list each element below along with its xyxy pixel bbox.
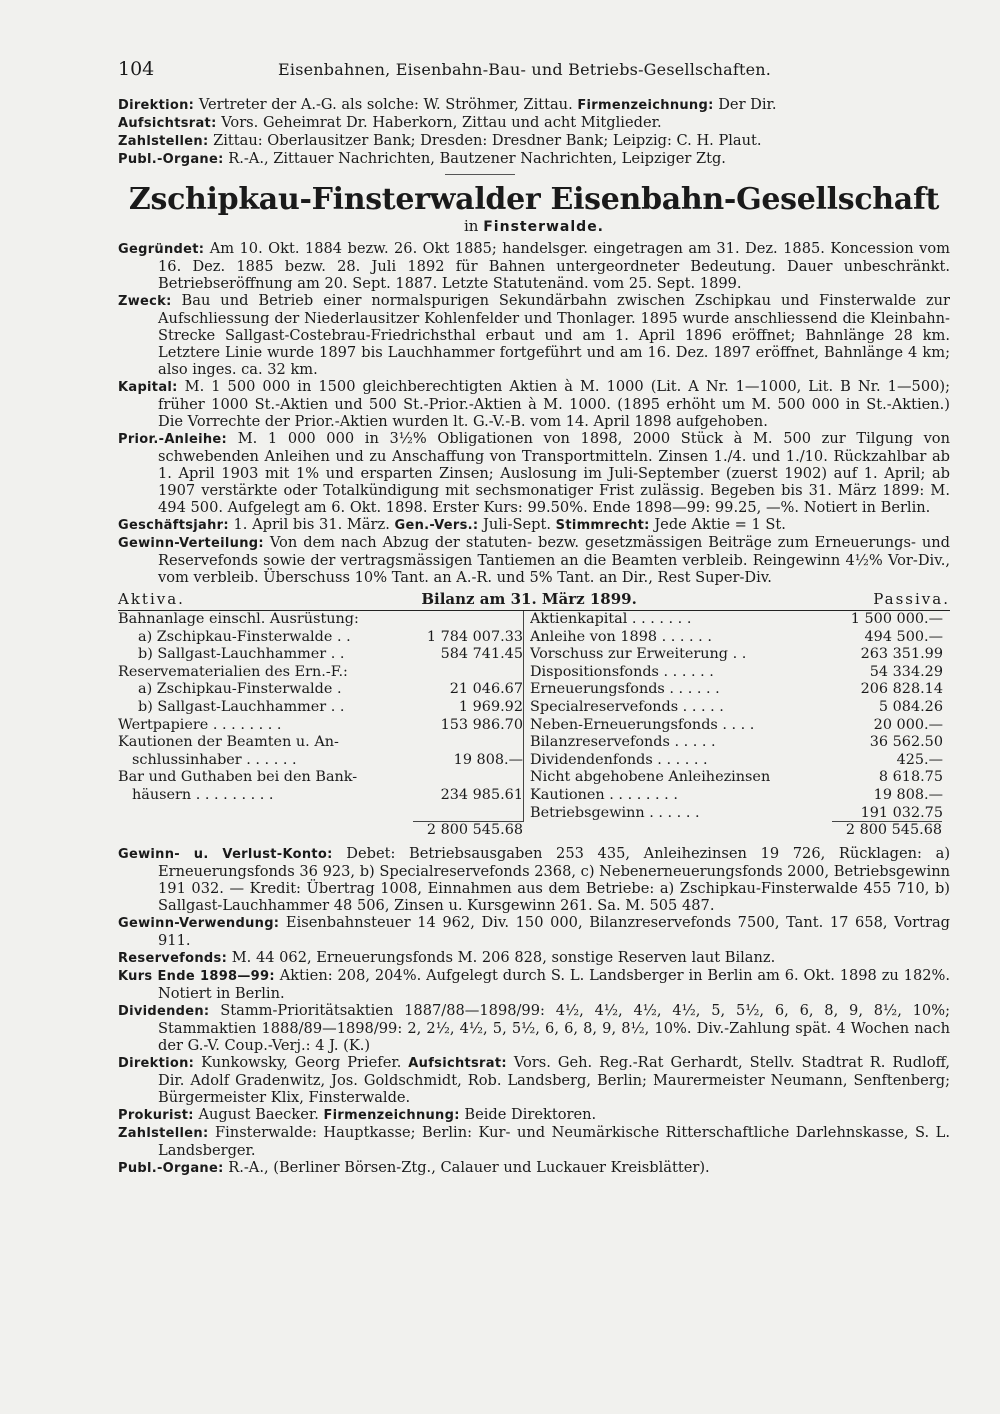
balance-row-amount: 206 828.14 <box>860 681 943 698</box>
balance-row <box>118 611 523 629</box>
entry-key: Zahlstellen: <box>118 1126 209 1142</box>
page-content <box>118 58 950 1177</box>
balance-row-label: häusern . . . . . . . . . <box>132 786 274 803</box>
entry-text: Vors. Geh. Reg.-Rat Gerhardt, Stellv. Stadtrat R. Rudloff, Dir. Adolf Gradenwitz, Jos. Goldschmidt, Rob. Landsberg, Berlin; Maurermeister Neumann, Senftenberg; Bürgermeister Klix, Finsterwalde. <box>158 1054 951 1107</box>
entry-gegruendet <box>118 240 950 292</box>
balance-row <box>530 699 943 717</box>
balance-row <box>118 717 523 735</box>
balance-row-amount: 263 351.99 <box>860 646 943 663</box>
entry-key: Prokurist: <box>118 1108 194 1124</box>
balance-row-label: Anleihe von 1898 . . . . . . <box>530 628 712 645</box>
balance-row-amount: 36 562.50 <box>869 734 943 751</box>
balance-row <box>530 611 943 629</box>
balance-row-amount: 1 784 007.33 <box>426 628 523 645</box>
balance-row-label: schlussinhaber . . . . . . <box>132 751 297 768</box>
entry-text: Von dem nach Abzug der statuten- bezw. gesetzmässigen Beiträge zum Erneuerungs- und Reservefonds sowie der vertragsmässigen Tantiemen an die Beamten verbleib. Reingewinn 4½% Vor-Div., vom verbleib. Überschuss 10% Tant. an A.-R. und 5% Tant. an Dir., Rest Super-Div. <box>158 534 950 586</box>
entry-text: Bau und Betrieb einer normalspurigen Sekundärbahn zwischen Zschipkau und Finsterwalde zur Aufschliessung der Niederlausitzer Kohlenfelder und Thonlager. 1895 wurde anschliessend die Kleinbahn-Strecke Sallgast-Costebrau-Friedrichsthal erbaut und am 1. April 1896 eröffnet; Bahnlänge 28 km. Letztere Linie wurde 1897 bis Lauchhammer fortgeführt und am 16. Dez. 1897 eröffnet, Bahnlänge 4 km; also inges. ca. 32 km. <box>158 292 951 378</box>
entry-text: R.-A., Zittauer Nachrichten, Bautzener Nachrichten, Leipziger Ztg. <box>228 150 726 167</box>
entry-text: Der Dir. <box>718 96 777 113</box>
passiva-total: 2 800 545.68 <box>832 821 942 838</box>
balance-row-amount: 425.— <box>896 751 943 768</box>
entry-reservefonds <box>118 949 950 967</box>
entry-text: Kunkowsky, Georg Priefer. <box>201 1054 409 1072</box>
entry-key: Stimmrecht: <box>555 518 650 533</box>
entry-key: Zweck: <box>118 294 172 309</box>
entry-key: Dividenden: <box>118 1004 210 1020</box>
balance-row <box>530 769 943 787</box>
entry-prior-anleihe <box>118 430 950 516</box>
aktiva-total-cell <box>118 822 523 839</box>
entry-key: Prior.-Anleihe: <box>118 432 228 447</box>
balance-row-label: Aktienkapital . . . . . . . <box>530 611 692 627</box>
company-location <box>118 217 950 236</box>
balance-row-label: Kautionen der Beamten u. An- <box>118 734 339 751</box>
entry-text: Jede Aktie = 1 St. <box>654 516 786 533</box>
previous-company-tail <box>118 96 950 168</box>
balance-row-amount <box>403 769 523 787</box>
passiva-label: Passiva. <box>873 590 950 608</box>
entry-dividenden <box>118 1002 950 1054</box>
balance-row-label: b) Sallgast-Lauchhammer . . <box>138 646 345 663</box>
balance-row-label: Erneuerungsfonds . . . . . . <box>530 681 720 698</box>
balance-row-label: Dispositionsfonds . . . . . . <box>530 663 714 680</box>
balance-row <box>118 664 523 682</box>
location-name: Finsterwalde. <box>483 219 605 235</box>
entry-text: Aktien: 208, 204%. Aufgelegt durch S. L. Landsberger in Berlin am 6. Okt. 1898 zu 182%. Notiert in Berlin. <box>158 967 951 1003</box>
balance-row-amount: 153 986.70 <box>440 716 523 733</box>
aktiva-column <box>118 611 523 822</box>
entry-key: Gewinn-Verwendung: <box>118 916 280 932</box>
balance-row-amount <box>403 611 523 629</box>
balance-row-amount <box>403 664 523 682</box>
balance-row <box>530 681 943 699</box>
entry-kapital <box>118 378 950 430</box>
entry-text: Am 10. Okt. 1884 bezw. 26. Okt 1885; handelsger. eingetragen am 31. Dez. 1885. Koncession vom 16. Dez. 1885 bezw. 28. Juli 1892 für Bahnen untergeordneter Bedeutung. Dauer unbeschränkt. Betriebseröffnung am 20. Sept. 1887. Letzte Statutenänd. vom 25. Sept. 1899. <box>158 240 951 292</box>
balance-row-amount: 1 500 000.— <box>850 611 943 627</box>
entry-key: Aufsichtsrat: <box>118 116 217 131</box>
passiva-column <box>523 611 943 822</box>
balance-row-label: Specialreservefonds . . . . . <box>530 698 724 715</box>
entry-kurs <box>118 967 950 1002</box>
entry-geschaeftsjahr <box>118 516 950 534</box>
balance-row-amount: 1 969.92 <box>458 698 523 715</box>
entry-text: Stamm-Prioritätsaktien 1887/88—1898/99: 4½, 4½, 4½, 4½, 5, 5½, 6, 6, 8, 9, 8½, 10%; Stammaktien 1888/89—1898/99: 2, 2½, 4½, 5, 5½, 6, 6, 8, 9, 8½, 10%. Div.-Zahlung spät. 4 Wochen nach der G.-V. Coup.-Verj.: 4 J. (K.) <box>158 1002 950 1055</box>
balance-row-label: Wertpapiere . . . . . . . . <box>118 716 282 733</box>
entry-key: Publ.-Organe: <box>118 1161 224 1177</box>
balance-row-amount: 494 500.— <box>864 628 943 645</box>
entry-key: Aufsichtsrat: <box>408 1056 507 1072</box>
balance-row <box>118 699 523 717</box>
balance-row-amount: 234 985.61 <box>440 786 523 803</box>
entry-key: Firmenzeichnung: <box>577 98 714 113</box>
location-prefix: in <box>463 217 479 235</box>
balance-row-label: Betriebsgewinn . . . . . . <box>530 804 700 821</box>
entry-key: Publ.-Organe: <box>118 152 224 167</box>
page-header <box>118 58 950 88</box>
entry-key: Direktion: <box>118 1056 195 1072</box>
entry-publ-organe <box>118 1159 950 1177</box>
balance-heading <box>118 590 950 608</box>
balance-row <box>118 769 523 787</box>
entry-aufsichtsrat-prev <box>118 114 950 132</box>
company-tail-entries <box>118 845 950 1177</box>
balance-row <box>530 646 943 664</box>
entry-zahlstellen-prev <box>118 132 950 150</box>
balance-row <box>530 805 943 823</box>
entry-key: Kapital: <box>118 380 178 395</box>
balance-row-label: Vorschuss zur Erweiterung . . <box>530 646 747 663</box>
balance-row-label: b) Sallgast-Lauchhammer . . <box>138 698 345 715</box>
entry-direktion <box>118 1054 950 1106</box>
entry-text: R.-A., (Berliner Börsen-Ztg., Calauer und Luckauer Kreisblätter). <box>228 1159 710 1177</box>
company-title: Zschipkau-Finsterwalder Eisenbahn-Gesellschaft <box>128 182 940 217</box>
balance-row-label: Bilanzreservefonds . . . . . <box>530 734 716 751</box>
balance-row-amount: 5 084.26 <box>878 698 943 715</box>
entry-key: Firmenzeichnung: <box>323 1108 460 1124</box>
balance-row-amount: 8 618.75 <box>878 769 943 786</box>
entry-gewinn-verteilung <box>118 534 950 586</box>
balance-row-amount: 19 808.— <box>873 786 943 803</box>
balance-row <box>530 787 943 805</box>
balance-row-label: Bahnanlage einschl. Ausrüstung: <box>118 611 359 627</box>
balance-row <box>118 646 523 664</box>
entry-prokurist <box>118 1106 950 1124</box>
entry-key: Gen.-Vers.: <box>394 518 479 533</box>
entry-zahlstellen <box>118 1124 950 1159</box>
balance-sheet <box>118 611 950 822</box>
entry-publ-organe-prev <box>118 150 950 168</box>
balance-row <box>118 734 523 752</box>
balance-row-label: a) Zschipkau-Finsterwalde . . <box>138 628 351 645</box>
balance-row-label: Bar und Guthaben bei den Bank- <box>118 769 358 786</box>
entry-text: August Baecker. <box>198 1106 324 1124</box>
balance-totals <box>118 822 950 839</box>
entry-key: Geschäftsjahr: <box>118 518 229 533</box>
entry-text: Vors. Geheimrat Dr. Haberkorn, Zittau und acht Mitglieder. <box>221 114 662 131</box>
entry-zweck <box>118 292 950 378</box>
entry-direktion-prev <box>118 96 950 114</box>
passiva-total-cell <box>523 822 942 839</box>
balance-row <box>118 629 523 647</box>
entry-key: Direktion: <box>118 98 195 113</box>
entry-text: M. 1 000 000 in 3½% Obligationen von 1898, 2000 Stück à M. 500 zur Tilgung von schwebenden Anleihen und zu Anschaffung von Transportmitteln. Zinsen 1./4. und 1./10. Rückzahlbar ab 1. April 1903 mit 1% und ersparten Zinsen; Auslosung im Juli-September (zuerst 1902) auf 1. April; ab 1907 verstärkte oder Totalkündigung mit sechsmonatiger Frist zulässig. Begeben bis 31. März 1899: M. 494 500. Aufgelegt am 6. Okt. 1898. Erster Kurs: 99.50%. Ende 1898—99: 99.25, —%. Notiert in Berlin. <box>158 430 950 516</box>
balance-title: Bilanz am 31. März 1899. <box>421 590 637 608</box>
entry-text: Vertreter der A.-G. als solche: W. Ströhmer, Zittau. <box>198 96 578 113</box>
entry-key: Kurs Ende 1898—99: <box>118 969 275 985</box>
entry-text: Eisenbahnsteuer 14 962, Div. 150 000, Bilanzreservefonds 7500, Tant. 17 658, Vortrag 911. <box>158 914 951 950</box>
balance-row-amount: 19 808.— <box>453 751 523 768</box>
entry-text: Beide Direktoren. <box>464 1106 597 1124</box>
entry-text: 1. April bis 31. März. <box>233 516 395 533</box>
page-number: 104 <box>118 58 155 80</box>
entry-key: Reservefonds: <box>118 951 228 967</box>
entry-key: Gewinn- u. Verlust-Konto: <box>118 847 333 863</box>
balance-row <box>530 717 943 735</box>
entry-key: Gewinn-Verteilung: <box>118 536 264 551</box>
running-title: Eisenbahnen, Eisenbahn-Bau- und Betriebs-Gesellschaften. <box>278 60 772 79</box>
balance-row-label: Neben-Erneuerungsfonds . . . . <box>530 716 755 733</box>
balance-row <box>530 734 943 752</box>
entry-text: Juli-Sept. <box>483 516 556 533</box>
balance-row-label: Nicht abgehobene Anleihezinsen <box>530 769 771 786</box>
balance-row-label: a) Zschipkau-Finsterwalde . <box>138 681 342 698</box>
entry-text: Finsterwalde: Hauptkasse; Berlin: Kur- und Neumärkische Ritterschaftliche Darlehnskasse, S. L. Landsberger. <box>158 1124 951 1160</box>
balance-row-amount: 20 000.— <box>873 716 943 733</box>
balance-row <box>118 681 523 699</box>
balance-row-amount: 191 032.75 <box>860 804 943 821</box>
balance-row <box>530 752 943 770</box>
aktiva-label: Aktiva. <box>118 590 185 608</box>
balance-row-amount: 584 741.45 <box>440 646 523 663</box>
aktiva-total: 2 800 545.68 <box>413 821 523 838</box>
balance-row <box>530 664 943 682</box>
entry-text: M. 1 500 000 in 1500 gleichberechtigten Aktien à M. 1000 (Lit. A Nr. 1—1000, Lit. B Nr. 1—500); früher 1000 St.-Aktien und 500 St.-Prior.-Aktien à M. 1000. (1895 erhöht um M. 500 000 in St.-Aktien.) Die Vorrechte der Prior.-Aktien wurden lt. G.-V.-B. vom 14. April 1898 aufgehoben. <box>158 378 950 430</box>
balance-row <box>530 629 943 647</box>
entry-text: Debet: Betriebsausgaben 253 435, Anleihezinsen 19 726, Rücklagen: a) Erneuerungsfonds 36 923, b) Specialreservefonds 2368, c) Nebenerneuerungsfonds 2000, Betriebsgewinn 191 032. — Kredit: Übertrag 1008, Einnahmen aus dem Betriebe: a) Zschipkau-Finsterwalde 455 710, b) Sallgast-Lauchhammer 48 506, Zinsen u. Kursgewinn 261. Sa. M. 505 487. <box>158 845 951 915</box>
balance-row-amount: 21 046.67 <box>449 681 523 698</box>
balance-row-amount <box>403 734 523 752</box>
company-entries <box>118 240 950 586</box>
balance-row <box>118 752 523 770</box>
balance-row-amount: 54 334.29 <box>869 663 943 680</box>
balance-row <box>118 787 523 805</box>
entry-text: Zittau: Oberlausitzer Bank; Dresden: Dresdner Bank; Leipzig: C. H. Plaut. <box>213 132 762 149</box>
balance-row-label: Dividendenfonds . . . . . . <box>530 751 708 768</box>
entry-text: M. 44 062, Erneuerungsfonds M. 206 828, sonstige Reserven laut Bilanz. <box>231 949 776 967</box>
entry-gewinn-verwendung <box>118 914 950 949</box>
balance-row-label: Kautionen . . . . . . . . <box>530 786 678 803</box>
entry-key: Zahlstellen: <box>118 134 209 149</box>
entry-key: Gegründet: <box>118 242 205 257</box>
balance-row-label: Reservematerialien des Ern.-F.: <box>118 663 348 680</box>
section-divider <box>445 174 515 175</box>
entry-gewinn-verlust-konto <box>118 845 950 914</box>
